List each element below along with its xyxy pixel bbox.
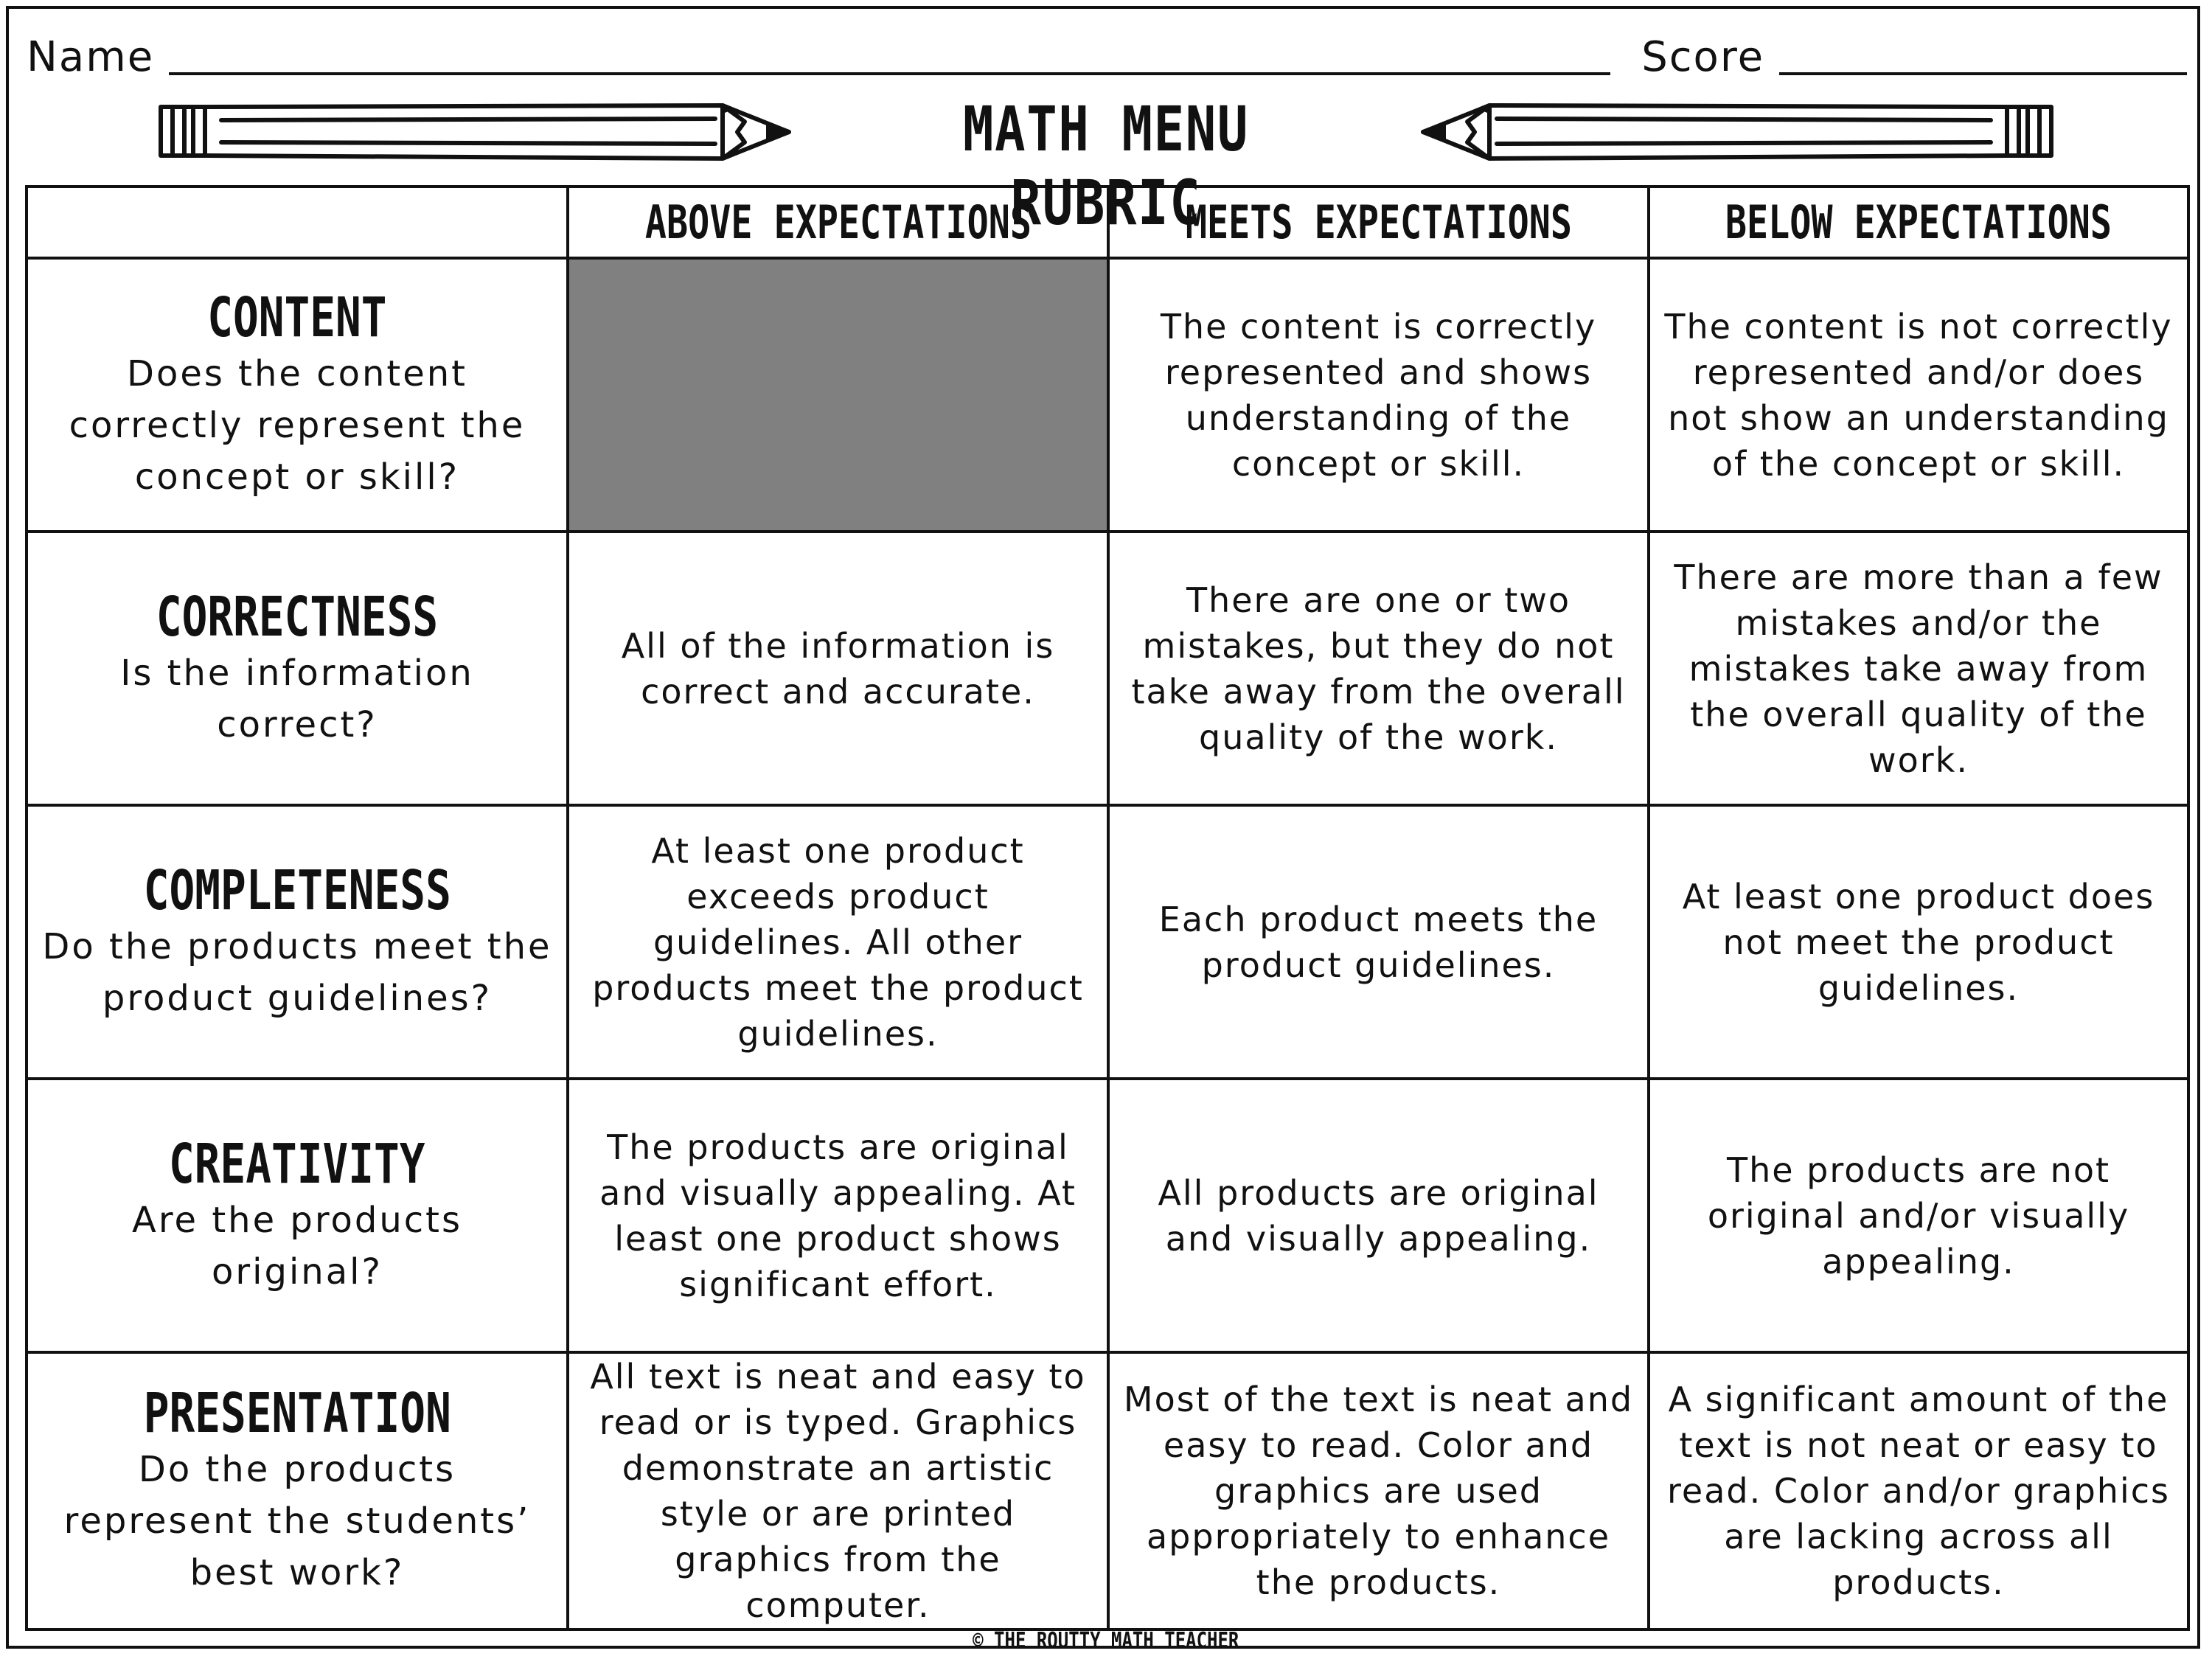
name-field-line (169, 72, 1610, 75)
above-cell: The products are original and visually appealing. At least one product shows significant effort. (568, 1079, 1108, 1352)
pencil-icon-right (1408, 92, 2057, 166)
meets-cell: All products are original and visually appealing. (1108, 1079, 1649, 1352)
criterion-question: Do the products meet the product guidelines? (42, 925, 552, 1019)
below-cell: A significant amount of the text is not neat or easy to read. Color and/or graphics are lacking across all products. (1649, 1352, 2188, 1630)
criterion-cell (27, 1352, 568, 1630)
criterion-name: PRESENTATION (143, 1382, 451, 1445)
above-cell: All of the information is correct and accurate. (568, 532, 1108, 805)
criterion-name: CONTENT (207, 285, 387, 349)
table-row (27, 1079, 2188, 1352)
criterion-question: Are the products original? (132, 1199, 462, 1293)
table-row (27, 532, 2188, 805)
name-score-row (27, 22, 2187, 81)
criterion-question: Do the products represent the students’ best work? (63, 1449, 531, 1593)
page-title: MATH MENU RUBRIC (963, 93, 1249, 239)
shaded-cell (568, 258, 1108, 532)
rubric-table (25, 185, 2190, 1631)
header-meets-expectations: MEETS EXPECTATIONS (1108, 187, 1649, 258)
meets-cell: The content is correctly represented and shows understanding of the concept or skill. (1108, 258, 1649, 532)
header-corner-cell (27, 187, 568, 258)
above-cell: All text is neat and easy to read or is typed. Graphics demonstrate an artistic style or are printed graphics from the computer. (568, 1352, 1108, 1630)
above-cell: At least one product exceeds product guidelines. All other products meet the product guidelines. (568, 805, 1108, 1079)
criterion-question: Does the content correctly represent the concept or skill? (69, 352, 526, 498)
score-field-line (1779, 72, 2187, 75)
criterion-name: COMPLETENESS (143, 858, 451, 922)
criterion-name: CORRECTNESS (156, 585, 439, 649)
header-above-expectations: ABOVE EXPECTATIONS (568, 187, 1108, 258)
meets-cell: Most of the text is neat and easy to read. Color and graphics are used appropriately to enhance the products. (1108, 1352, 1649, 1630)
below-cell: The products are not original and/or visually appealing. (1649, 1079, 2188, 1352)
criterion-question: Is the information correct? (120, 652, 474, 745)
below-cell: The content is not correctly represented and/or does not show an understanding of the concept or skill. (1649, 258, 2188, 532)
table-row (27, 258, 2188, 532)
name-label: Name (27, 33, 155, 81)
below-cell: There are more than a few mistakes and/or the mistakes take away from the overall quality of the work. (1649, 532, 2188, 805)
criterion-cell (27, 1079, 568, 1352)
copyright-footer: © THE ROUTTY MATH TEACHER (973, 1628, 1239, 1654)
score-label: Score (1641, 33, 1765, 81)
header-row (27, 187, 2188, 258)
criterion-name: CREATIVITY (169, 1132, 425, 1196)
meets-cell: There are one or two mistakes, but they do not take away from the overall quality of the work. (1108, 532, 1649, 805)
meets-cell: Each product meets the product guidelines. (1108, 805, 1649, 1079)
criterion-cell (27, 532, 568, 805)
below-cell: At least one product does not meet the product guidelines. (1649, 805, 2188, 1079)
table-row (27, 805, 2188, 1079)
header-below-expectations: BELOW EXPECTATIONS (1649, 187, 2188, 258)
table-row (27, 1352, 2188, 1630)
criterion-cell (27, 805, 568, 1079)
criterion-cell (27, 258, 568, 532)
pencil-icon-left (155, 92, 804, 166)
